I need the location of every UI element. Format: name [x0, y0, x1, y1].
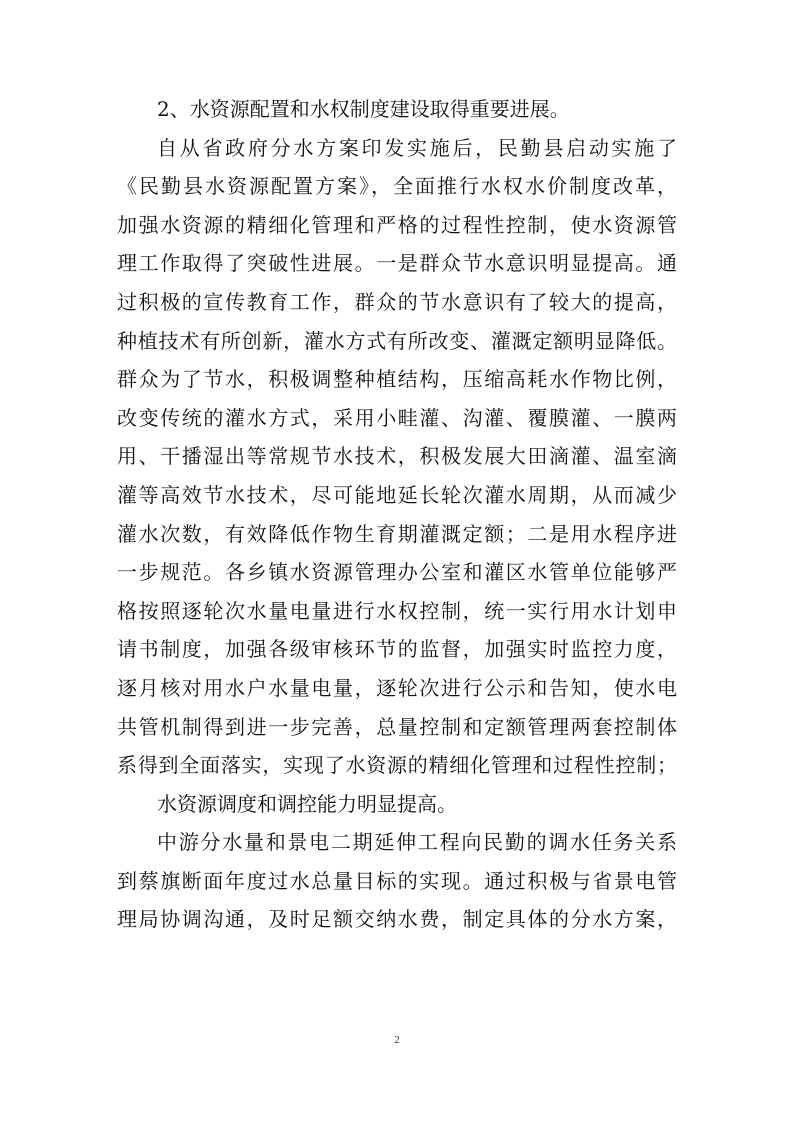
paragraph-line: 到蔡旗断面年度过水总量目标的实现。通过积极与省景电管	[117, 868, 677, 893]
paragraph-line: 过积极的宣传教育工作，群众的节水意识有了较大的提高，	[117, 289, 677, 314]
paragraph-line: 灌水次数，有效降低作物生育期灌溉定额；二是用水程序进	[117, 521, 677, 546]
paragraph-line: 中游分水量和景电二期延伸工程向民勤的调水任务关系	[157, 830, 677, 855]
paragraph-line: 加强水资源的精细化管理和严格的过程性控制，使水资源管	[117, 212, 677, 237]
paragraph-line: 灌等高效节水技术，尽可能地延长轮次灌水周期，从而减少	[117, 482, 677, 507]
paragraph-line: 系得到全面落实，实现了水资源的精细化管理和过程性控制；	[117, 753, 677, 778]
paragraph-line: 逐月核对用水户水量电量，逐轮次进行公示和告知，使水电	[117, 675, 677, 700]
paragraph-line: 请书制度，加强各级审核环节的监督，加强实时监控力度，	[117, 637, 677, 662]
paragraph-line: 种植技术有所创新，灌水方式有所改变、灌溉定额明显降低。	[117, 328, 677, 353]
paragraph-line: 群众为了节水，积极调整种植结构，压缩高耗水作物比例，	[117, 367, 677, 392]
paragraph-line: 理工作取得了突破性进展。一是群众节水意识明显提高。通	[117, 251, 677, 276]
paragraph-line: 水资源调度和调控能力明显提高。	[157, 791, 457, 816]
paragraph-line: 理局协调沟通，及时足额交纳水费，制定具体的分水方案，	[117, 907, 677, 932]
body-text	[117, 90, 677, 939]
paragraph-line: 《民勤县水资源配置方案》，全面推行水权水价制度改革，	[117, 174, 677, 199]
paragraph-line: 改变传统的灌水方式，采用小畦灌、沟灌、覆膜灌、一膜两	[117, 405, 677, 430]
paragraph-line: 用、干播湿出等常规节水技术，积极发展大田滴灌、温室滴	[117, 444, 677, 469]
paragraph-line: 格按照逐轮次水量电量进行水权控制，统一实行用水计划申	[117, 598, 677, 623]
page-number: 2	[394, 1034, 400, 1046]
paragraph-line: 共管机制得到进一步完善，总量控制和定额管理两套控制体	[117, 714, 677, 739]
paragraph-line: 自从省政府分水方案印发实施后，民勤县启动实施了	[157, 135, 677, 160]
section-heading: 2、水资源配置和水权制度建设取得重要进展。	[157, 97, 570, 121]
paragraph-line: 一步规范。各乡镇水资源管理办公室和灌区水管单位能够严	[117, 560, 677, 585]
